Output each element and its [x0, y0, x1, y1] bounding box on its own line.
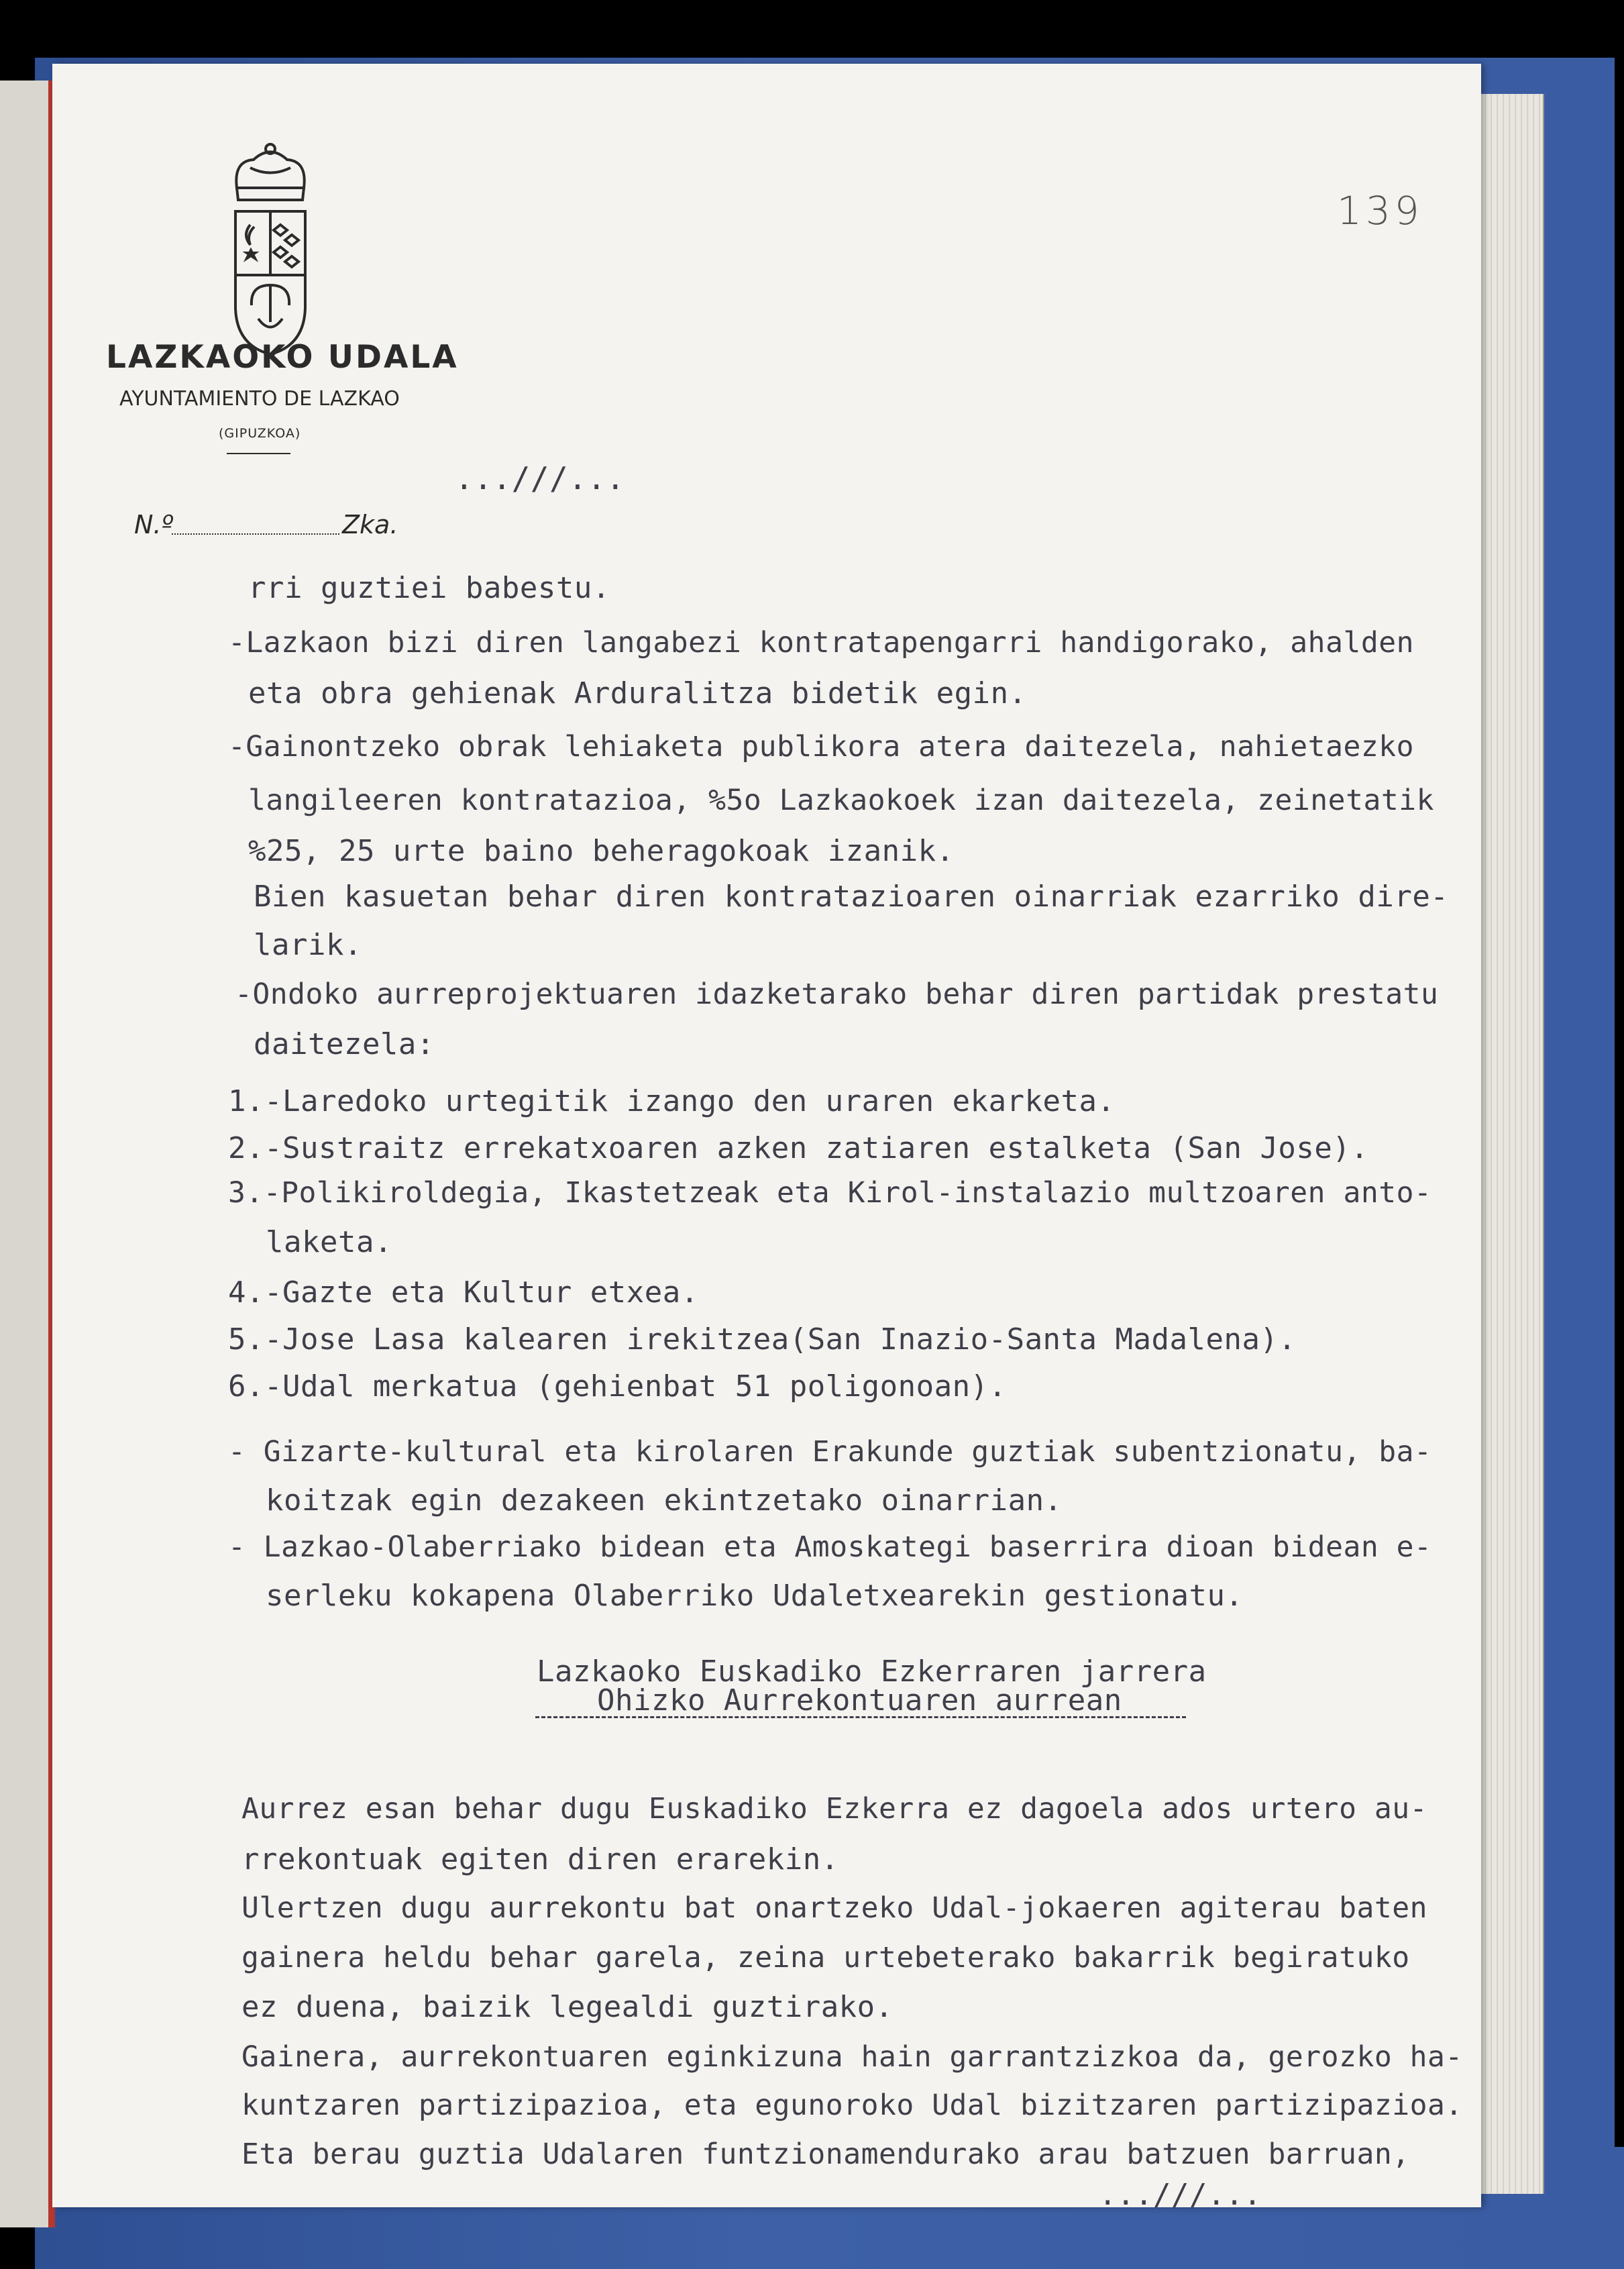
body-line: Gainera, aurrekontuaren eginkizuna hain garrantzizkoa da, gerozko ha-	[241, 2040, 1463, 2074]
list-item: 3.-Polikiroldegia, Ikastetzeak eta Kirol-instalazio multzoaren anto-	[228, 1176, 1432, 1210]
binder-cover-edge	[1563, 2147, 1624, 2269]
body-line: koitzak egin dezakeen ekintzetako oinarrian.	[266, 1483, 1063, 1518]
body-line: rri guztiei babestu.	[248, 571, 610, 605]
body-line: -Lazkaon bizi diren langabezi kontratapengarri handigorako, ahalden	[228, 626, 1415, 659]
body-line: rrekontuak egiten diren erarekin.	[241, 1842, 839, 1877]
list-item: 6.-Udal merkatua (gehienbat 51 poligonoan).	[228, 1369, 1007, 1404]
body-line: -Gainontzeko obrak lehiaketa publikora atera daitezela, nahietaezko	[228, 730, 1415, 763]
list-item: laketa.	[266, 1225, 392, 1259]
body-line: eta obra gehienak Arduralitza bidetik egin.	[248, 676, 1027, 710]
number-label: N.º	[134, 510, 174, 539]
body-line: larik.	[254, 928, 362, 962]
body-line: Aurrez esan behar dugu Euskadiko Ezkerra ez dagoela ados urtero au-	[241, 1792, 1428, 1826]
document-page	[52, 64, 1481, 2212]
body-line: daitezela:	[254, 1027, 435, 1061]
list-item: 2.-Sustraitz errekatxoaren azken zatiaren estalketa (San Jose).	[228, 1131, 1369, 1165]
number-field-line	[172, 533, 339, 535]
body-line: gainera heldu behar garela, zeina urtebeterako bakarrik begiratuko	[241, 1941, 1410, 1974]
body-line: %25, 25 urte baino beheragokoak izanik.	[248, 834, 955, 868]
list-item: 4.-Gazte eta Kultur etxea.	[228, 1275, 699, 1310]
zka-label: Zka.	[342, 510, 398, 539]
province-label: (GIPUZKOA)	[219, 426, 301, 441]
body-line: Eta berau guztia Udalaren funtzionamendurako arau batzuen barruan,	[241, 2138, 1410, 2171]
header-divider	[227, 453, 290, 454]
body-line: Ulertzen dugu aurrekontu bat onartzeko Udal-jokaeren agiterau baten	[241, 1891, 1428, 1925]
org-name-spanish: AYUNTAMIENTO DE LAZKAO	[119, 387, 400, 411]
list-item: 5.-Jose Lasa kalearen irekitzea(San Inazio-Santa Madalena).	[228, 1322, 1297, 1357]
continuation-top: ...///...	[455, 460, 625, 496]
list-item: 1.-Laredoko urtegitik izango den uraren ekarketa.	[228, 1084, 1116, 1118]
previous-page-edge	[0, 81, 50, 2227]
body-line: - Gizarte-kultural eta kirolaren Erakunde guztiak subentzionatu, ba-	[228, 1435, 1432, 1469]
continuation-bottom: ...///...	[1099, 2178, 1262, 2212]
section-heading: Lazkaoko Euskadiko Ezkerraren jarrera	[537, 1654, 1207, 1689]
section-subheading: Ohizko Aurrekontuaren aurrean	[597, 1683, 1122, 1718]
page-number: 139	[1337, 188, 1423, 233]
body-line: Bien kasuetan behar diren kontratazioaren oinarriak ezarriko dire-	[254, 880, 1449, 914]
body-line: langileeren kontratazioa, %5o Lazkaokoek izan daitezela, zeinetatik	[248, 784, 1435, 817]
body-line: - Lazkao-Olaberriako bidean eta Amoskategi baserrira dioan bidean e-	[228, 1530, 1432, 1564]
body-line: ez duena, baizik legealdi guztirako.	[241, 1990, 894, 2024]
body-line: serleku kokapena Olaberriko Udaletxearekin gestionatu.	[266, 1579, 1244, 1613]
body-line: -Ondoko aurreprojektuaren idazketarako behar diren partidak prestatu	[235, 978, 1439, 1011]
org-name: LAZKAOKO UDALA	[106, 339, 459, 376]
body-line: kuntzaren partizipazioa, eta egunoroko Udal bizitzaren partizipazioa.	[241, 2089, 1463, 2122]
